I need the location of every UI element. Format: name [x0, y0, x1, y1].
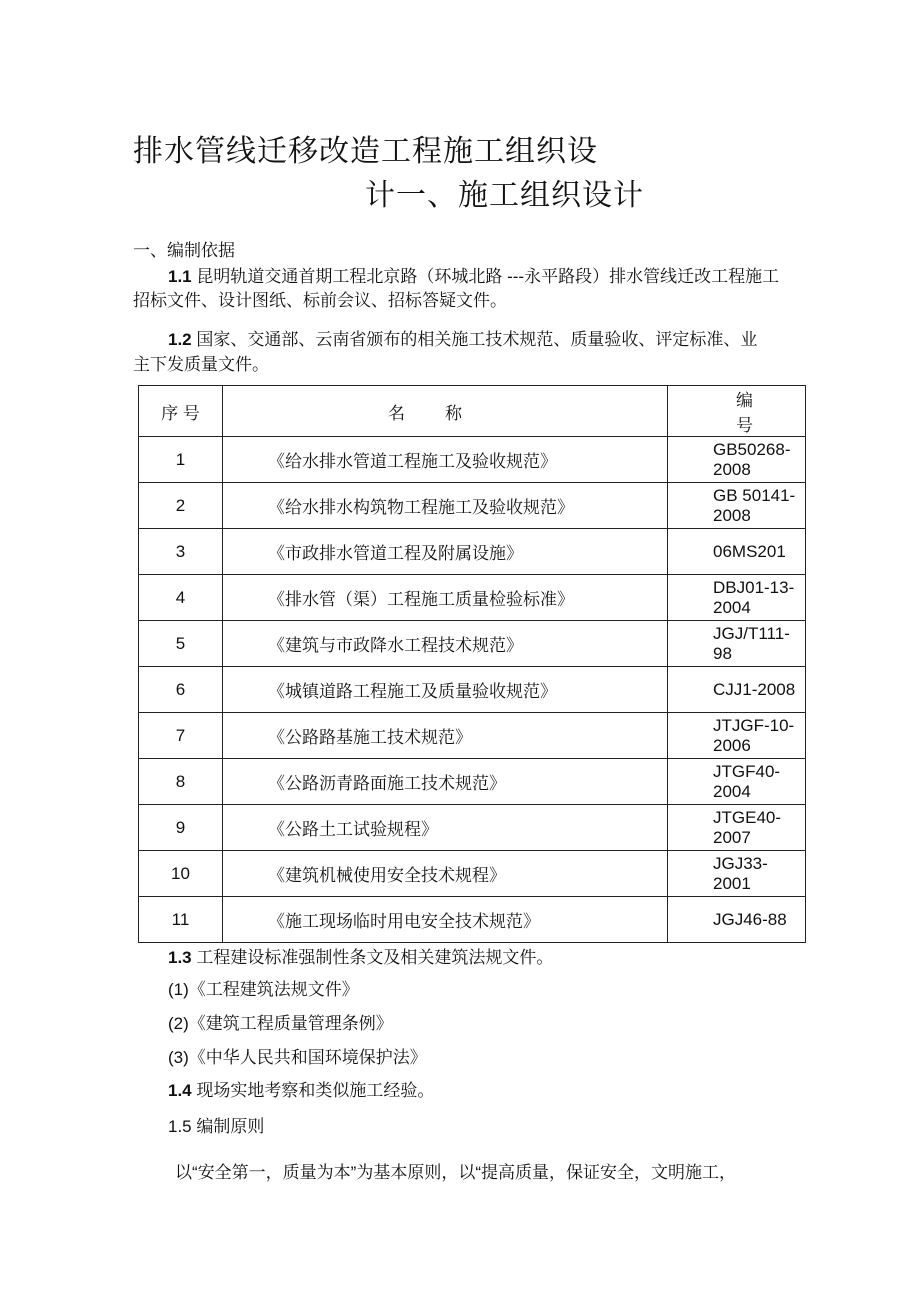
standard-name: 《施工现场临时用电安全技术规范》 [223, 897, 668, 943]
table-header-row [139, 386, 806, 437]
item-number: 1.3 [168, 948, 192, 967]
paragraph-text: 现场实地考察和类似施工经验。 [196, 1081, 435, 1100]
row-index: 4 [139, 575, 223, 621]
standard-name: 《城镇道路工程施工及质量验收规范》 [223, 667, 668, 713]
row-index: 2 [139, 483, 223, 529]
standard-code: DBJ01-13-2004 [668, 575, 806, 621]
table-row [139, 621, 806, 667]
standard-code: JGJ33-2001 [668, 851, 806, 897]
standard-name: 《公路沥青路面施工技术规范》 [223, 759, 668, 805]
standard-name: 《公路土工试验规程》 [223, 805, 668, 851]
document-title: 排水管线迁移改造工程施工组织设 [133, 135, 598, 168]
paragraph-1-5: 1.5 编制原则 [168, 1117, 265, 1136]
standard-code: GB 50141-2008 [668, 483, 806, 529]
standard-code: JGJ/T111-98 [668, 621, 806, 667]
standard-name: 《给水排水构筑物工程施工及验收规范》 [223, 483, 668, 529]
list-item: (1)《工程建筑法规文件》 [168, 980, 359, 999]
standards-table [138, 385, 806, 943]
row-index: 3 [139, 529, 223, 575]
standard-code: CJJ1-2008 [668, 667, 806, 713]
standard-name: 《建筑与市政降水工程技术规范》 [223, 621, 668, 667]
paragraph-1-1-line2: 招标文件、设计图纸、标前会议、招标答疑文件。 [133, 291, 507, 310]
document-subtitle: 计一、施工组织设计 [365, 179, 644, 212]
table-row [139, 437, 806, 483]
table-row [139, 667, 806, 713]
section-heading: 一、编制依据 [133, 241, 235, 260]
table-row [139, 759, 806, 805]
paragraph-text: 昆明轨道交通首期工程北京路（环城北路 ---永平路段）排水管线迁改工程施工 [196, 267, 780, 286]
row-index: 9 [139, 805, 223, 851]
standard-code: JTGF40-2004 [668, 759, 806, 805]
standard-code: JGJ46-88 [668, 897, 806, 943]
standard-code: GB50268-2008 [668, 437, 806, 483]
row-index: 6 [139, 667, 223, 713]
header-code: 编号 [668, 386, 806, 437]
header-index: 序 号 [139, 386, 223, 437]
paragraph-1-2-line2: 主下发质量文件。 [133, 355, 269, 374]
paragraph-1-4 [168, 1076, 434, 1101]
paragraph-1-3 [168, 943, 553, 968]
standard-name: 《给水排水管道工程施工及验收规范》 [223, 437, 668, 483]
item-number: 1.2 [168, 330, 192, 349]
table-row [139, 575, 806, 621]
table-row [139, 805, 806, 851]
standard-name: 《市政排水管道工程及附属设施》 [223, 529, 668, 575]
header-name: 名称 [223, 386, 668, 437]
principle-text: 以“安全第一，质量为本”为基本原则，以“提高质量，保证安全，文明施工， [175, 1163, 736, 1182]
paragraph-text: 工程建设标准强制性条文及相关建筑法规文件。 [196, 948, 554, 967]
row-index: 5 [139, 621, 223, 667]
standard-code: 06MS201 [668, 529, 806, 575]
table-row [139, 713, 806, 759]
standard-name: 《建筑机械使用安全技术规程》 [223, 851, 668, 897]
table-row [139, 851, 806, 897]
paragraph-text: 国家、交通部、云南省颁布的相关施工技术规范、质量验收、评定标准、业 [196, 330, 758, 349]
standard-code: JTGE40-2007 [668, 805, 806, 851]
item-number: 1.1 [168, 267, 192, 286]
item-number: 1.4 [168, 1081, 192, 1100]
row-index: 11 [139, 897, 223, 943]
list-item: (3)《中华人民共和国环境保护法》 [168, 1048, 427, 1067]
row-index: 7 [139, 713, 223, 759]
standard-name: 《公路路基施工技术规范》 [223, 713, 668, 759]
table-row [139, 483, 806, 529]
table-row [139, 897, 806, 943]
list-item: (2)《建筑工程质量管理条例》 [168, 1014, 393, 1033]
standard-code: JTJGF-10-2006 [668, 713, 806, 759]
row-index: 1 [139, 437, 223, 483]
paragraph-1-1-line1 [168, 262, 779, 287]
table-row [139, 529, 806, 575]
row-index: 10 [139, 851, 223, 897]
row-index: 8 [139, 759, 223, 805]
paragraph-1-2-line1 [168, 325, 757, 350]
standard-name: 《排水管（渠）工程施工质量检验标准》 [223, 575, 668, 621]
